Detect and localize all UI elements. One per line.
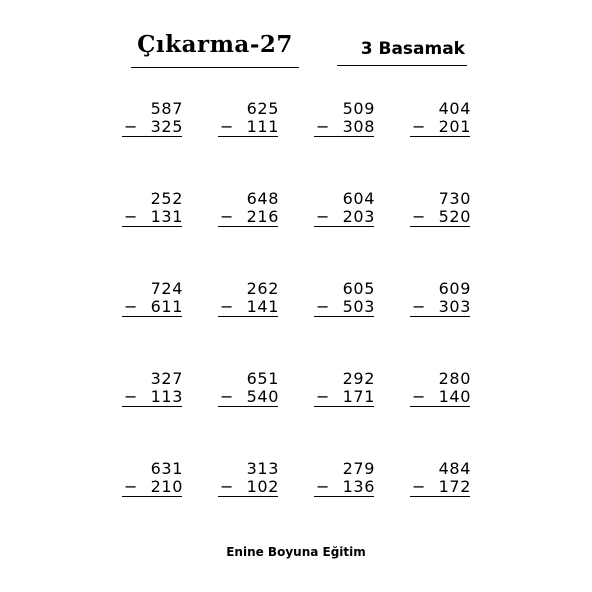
subtrahend: 520 (438, 207, 471, 226)
subtraction-problem (302, 280, 378, 324)
minuend: 625 (246, 99, 279, 118)
minuend: 730 (438, 189, 471, 208)
subtrahend: 611 (150, 297, 183, 316)
minus-sign: − (316, 207, 330, 226)
minuend: 262 (246, 279, 279, 298)
answer-line (410, 496, 470, 497)
minus-sign: − (316, 117, 330, 136)
minus-sign: − (124, 117, 138, 136)
answer-line (410, 406, 470, 407)
subtraction-problem (206, 370, 282, 414)
minuend: 587 (150, 99, 183, 118)
minus-sign: − (316, 297, 330, 316)
subtraction-problem (302, 460, 378, 504)
subtraction-problem (398, 370, 474, 414)
worksheet-title: Çıkarma-27 (131, 30, 299, 68)
minus-sign: − (220, 477, 234, 496)
subtraction-problem (302, 190, 378, 234)
subtrahend: 210 (150, 477, 183, 496)
minus-sign: − (412, 297, 426, 316)
answer-line (314, 496, 374, 497)
subtraction-problem (110, 280, 186, 324)
answer-line (410, 136, 470, 137)
answer-line (410, 316, 470, 317)
minuend: 605 (342, 279, 375, 298)
minuend: 724 (150, 279, 183, 298)
minuend: 313 (246, 459, 279, 478)
answer-line (410, 226, 470, 227)
answer-line (218, 496, 278, 497)
subtraction-problem (206, 460, 282, 504)
subtrahend: 503 (342, 297, 375, 316)
answer-line (218, 136, 278, 137)
subtrahend: 303 (438, 297, 471, 316)
subtrahend: 325 (150, 117, 183, 136)
answer-line (218, 226, 278, 227)
subtraction-problem (110, 100, 186, 144)
minus-sign: − (412, 387, 426, 406)
subtrahend: 131 (150, 207, 183, 226)
subtraction-problem (110, 460, 186, 504)
subtraction-problem (302, 100, 378, 144)
subtraction-problem (398, 460, 474, 504)
subtrahend: 140 (438, 387, 471, 406)
subtrahend: 201 (438, 117, 471, 136)
worksheet-footer: Enine Boyuna Eğitim (226, 545, 366, 559)
worksheet-subtitle: 3 Basamak (337, 36, 467, 66)
minus-sign: − (316, 387, 330, 406)
minuend: 651 (246, 369, 279, 388)
answer-line (122, 406, 182, 407)
minus-sign: − (412, 117, 426, 136)
minuend: 484 (438, 459, 471, 478)
minuend: 252 (150, 189, 183, 208)
subtraction-problem (206, 280, 282, 324)
minus-sign: − (412, 207, 426, 226)
minuend: 327 (150, 369, 183, 388)
subtraction-problem (398, 190, 474, 234)
subtrahend: 171 (342, 387, 375, 406)
minus-sign: − (124, 207, 138, 226)
subtraction-problem (206, 100, 282, 144)
minus-sign: − (124, 477, 138, 496)
answer-line (218, 316, 278, 317)
subtrahend: 172 (438, 477, 471, 496)
answer-line (314, 226, 374, 227)
minuend: 280 (438, 369, 471, 388)
minuend: 631 (150, 459, 183, 478)
subtrahend: 540 (246, 387, 279, 406)
answer-line (122, 136, 182, 137)
answer-line (122, 226, 182, 227)
subtraction-problem (206, 190, 282, 234)
answer-line (218, 406, 278, 407)
subtrahend: 203 (342, 207, 375, 226)
subtraction-problem (398, 280, 474, 324)
subtraction-problem (110, 370, 186, 414)
subtrahend: 308 (342, 117, 375, 136)
minus-sign: − (316, 477, 330, 496)
answer-line (122, 316, 182, 317)
minuend: 604 (342, 189, 375, 208)
answer-line (314, 136, 374, 137)
minus-sign: − (220, 207, 234, 226)
subtraction-problem (398, 100, 474, 144)
minuend: 279 (342, 459, 375, 478)
answer-line (122, 496, 182, 497)
minus-sign: − (124, 387, 138, 406)
subtrahend: 111 (246, 117, 279, 136)
subtrahend: 113 (150, 387, 183, 406)
minus-sign: − (220, 297, 234, 316)
subtraction-problem (110, 190, 186, 234)
minus-sign: − (412, 477, 426, 496)
minuend: 404 (438, 99, 471, 118)
subtraction-problem (302, 370, 378, 414)
answer-line (314, 316, 374, 317)
minuend: 648 (246, 189, 279, 208)
subtrahend: 136 (342, 477, 375, 496)
subtrahend: 102 (246, 477, 279, 496)
minuend: 292 (342, 369, 375, 388)
answer-line (314, 406, 374, 407)
minus-sign: − (220, 387, 234, 406)
subtrahend: 141 (246, 297, 279, 316)
subtrahend: 216 (246, 207, 279, 226)
minus-sign: − (220, 117, 234, 136)
minus-sign: − (124, 297, 138, 316)
minuend: 509 (342, 99, 375, 118)
minuend: 609 (438, 279, 471, 298)
